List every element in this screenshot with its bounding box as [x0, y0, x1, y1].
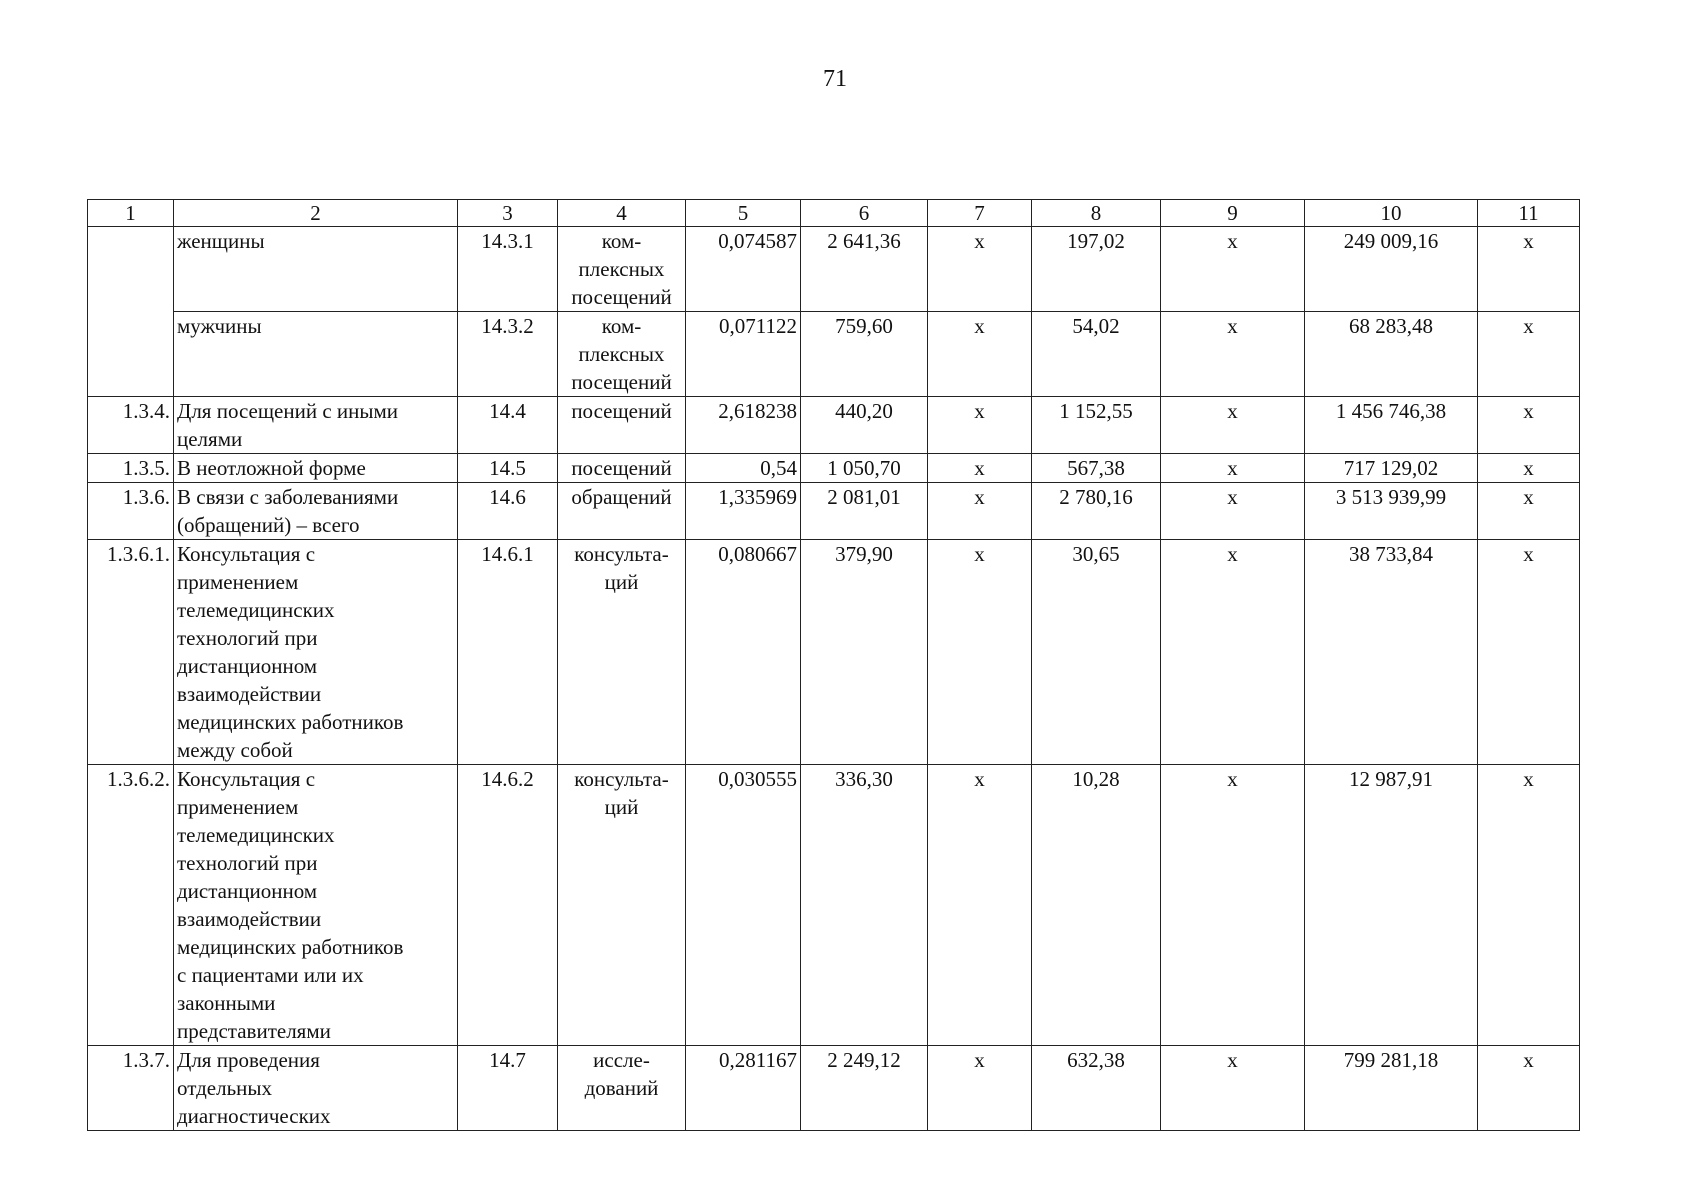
row-name-cell: Для посещений с иными целями: [174, 397, 458, 454]
row-value-cell: 567,38: [1032, 454, 1161, 483]
row-value-cell: х: [1161, 454, 1305, 483]
header-cell: 8: [1032, 200, 1161, 227]
row-value-cell: 799 281,18: [1305, 1046, 1478, 1131]
row-name-cell: Для проведения отдельных диагностических: [174, 1046, 458, 1131]
row-value-cell: 1 456 746,38: [1305, 397, 1478, 454]
row-value-cell: 336,30: [801, 765, 928, 1046]
row-value-cell: х: [928, 765, 1032, 1046]
row-value-cell: х: [1478, 483, 1580, 540]
row-unit-cell: обращений: [558, 483, 686, 540]
row-value-cell: 30,65: [1032, 540, 1161, 765]
header-cell: 11: [1478, 200, 1580, 227]
header-cell: 9: [1161, 200, 1305, 227]
header-cell: 4: [558, 200, 686, 227]
row-name-cell: Консультация с применением телемедицинских технологий при дистанционном взаимодействии медицинских работников между собой: [174, 540, 458, 765]
row-number-cell: 1.3.7.: [88, 1046, 174, 1131]
row-value-cell: 440,20: [801, 397, 928, 454]
row-value-cell: 1 152,55: [1032, 397, 1161, 454]
row-value-cell: х: [1478, 765, 1580, 1046]
row-name-cell: В неотложной форме: [174, 454, 458, 483]
row-code-cell: 14.4: [458, 397, 558, 454]
row-unit-cell: ком- плексных посещений: [558, 227, 686, 312]
row-value-cell: х: [1161, 765, 1305, 1046]
row-value-cell: 0,071122: [686, 312, 801, 397]
row-unit-cell: иссле- дований: [558, 1046, 686, 1131]
row-value-cell: 632,38: [1032, 1046, 1161, 1131]
row-value-cell: 717 129,02: [1305, 454, 1478, 483]
row-value-cell: 1,335969: [686, 483, 801, 540]
row-code-cell: 14.7: [458, 1046, 558, 1131]
row-value-cell: 0,074587: [686, 227, 801, 312]
row-value-cell: 2 780,16: [1032, 483, 1161, 540]
row-code-cell: 14.3.1: [458, 227, 558, 312]
row-code-cell: 14.3.2: [458, 312, 558, 397]
row-unit-cell: посещений: [558, 397, 686, 454]
row-value-cell: х: [1161, 312, 1305, 397]
row-value-cell: х: [1161, 227, 1305, 312]
row-number-cell: 1.3.5.: [88, 454, 174, 483]
row-value-cell: 2 641,36: [801, 227, 928, 312]
table-row: [88, 227, 1580, 312]
row-name-cell: В связи с заболеваниями (обращений) – всего: [174, 483, 458, 540]
table-row: [88, 312, 1580, 397]
table-row: [88, 454, 1580, 483]
row-value-cell: 0,54: [686, 454, 801, 483]
data-table: [87, 199, 1580, 1131]
row-value-cell: х: [1478, 397, 1580, 454]
row-value-cell: х: [1478, 454, 1580, 483]
header-cell: 3: [458, 200, 558, 227]
row-unit-cell: консульта- ций: [558, 765, 686, 1046]
row-value-cell: х: [928, 1046, 1032, 1131]
row-value-cell: х: [1161, 1046, 1305, 1131]
row-value-cell: 2 249,12: [801, 1046, 928, 1131]
table-header-row: [88, 200, 1580, 227]
header-cell: 7: [928, 200, 1032, 227]
row-value-cell: 0,080667: [686, 540, 801, 765]
header-cell: 5: [686, 200, 801, 227]
row-value-cell: х: [1478, 227, 1580, 312]
row-value-cell: х: [928, 483, 1032, 540]
table-row: [88, 540, 1580, 765]
row-value-cell: 379,90: [801, 540, 928, 765]
row-value-cell: х: [928, 454, 1032, 483]
row-value-cell: х: [1478, 1046, 1580, 1131]
row-value-cell: 2,618238: [686, 397, 801, 454]
row-number-cell: [88, 227, 174, 397]
row-value-cell: х: [1161, 397, 1305, 454]
row-number-cell: 1.3.4.: [88, 397, 174, 454]
row-number-cell: 1.3.6.: [88, 483, 174, 540]
row-value-cell: х: [928, 540, 1032, 765]
row-value-cell: 0,281167: [686, 1046, 801, 1131]
row-value-cell: 68 283,48: [1305, 312, 1478, 397]
row-value-cell: 249 009,16: [1305, 227, 1478, 312]
page-number: 71: [823, 66, 847, 92]
row-value-cell: х: [928, 312, 1032, 397]
row-code-cell: 14.6.1: [458, 540, 558, 765]
row-name-cell: Консультация с применением телемедицинских технологий при дистанционном взаимодействии медицинских работников с пациентами или их законными представителями: [174, 765, 458, 1046]
row-value-cell: х: [928, 227, 1032, 312]
table-row: [88, 1046, 1580, 1131]
header-cell: 10: [1305, 200, 1478, 227]
row-value-cell: х: [1478, 540, 1580, 765]
row-value-cell: х: [1161, 540, 1305, 765]
header-cell: 2: [174, 200, 458, 227]
row-unit-cell: ком- плексных посещений: [558, 312, 686, 397]
row-value-cell: 197,02: [1032, 227, 1161, 312]
header-cell: 1: [88, 200, 174, 227]
row-number-cell: 1.3.6.1.: [88, 540, 174, 765]
table-row: [88, 397, 1580, 454]
row-value-cell: х: [1161, 483, 1305, 540]
row-code-cell: 14.5: [458, 454, 558, 483]
row-value-cell: 1 050,70: [801, 454, 928, 483]
table-row: [88, 483, 1580, 540]
row-value-cell: х: [1478, 312, 1580, 397]
row-code-cell: 14.6.2: [458, 765, 558, 1046]
header-cell: 6: [801, 200, 928, 227]
row-unit-cell: посещений: [558, 454, 686, 483]
row-value-cell: 2 081,01: [801, 483, 928, 540]
row-value-cell: 12 987,91: [1305, 765, 1478, 1046]
row-code-cell: 14.6: [458, 483, 558, 540]
row-value-cell: 54,02: [1032, 312, 1161, 397]
row-value-cell: 10,28: [1032, 765, 1161, 1046]
row-unit-cell: консульта- ций: [558, 540, 686, 765]
row-value-cell: х: [928, 397, 1032, 454]
row-value-cell: 38 733,84: [1305, 540, 1478, 765]
row-name-cell: женщины: [174, 227, 458, 312]
row-value-cell: 0,030555: [686, 765, 801, 1046]
row-number-cell: 1.3.6.2.: [88, 765, 174, 1046]
table-row: [88, 765, 1580, 1046]
row-name-cell: мужчины: [174, 312, 458, 397]
row-value-cell: 3 513 939,99: [1305, 483, 1478, 540]
row-value-cell: 759,60: [801, 312, 928, 397]
